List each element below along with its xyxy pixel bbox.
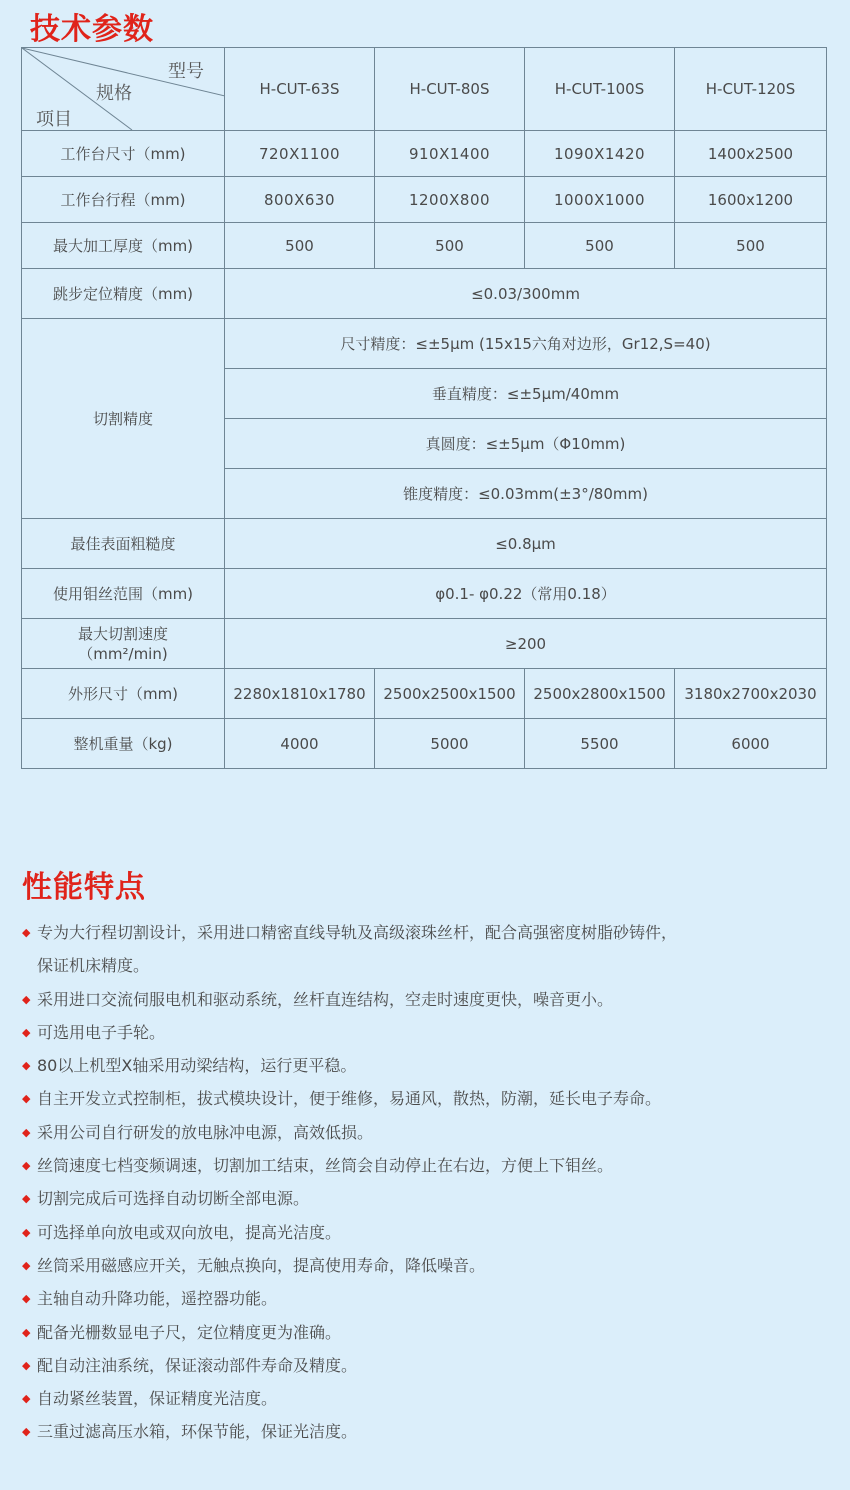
list-item bbox=[22, 1016, 677, 1049]
feature-text: 丝筒采用磁感应开关，无触点换向，提高使用寿命，降低噪音。 bbox=[37, 1255, 486, 1275]
table-cell: 1400x2500 bbox=[675, 131, 827, 177]
feature-text: 自动紧丝装置，保证精度光洁度。 bbox=[37, 1389, 278, 1409]
feature-text: 三重过滤高压水箱，环保节能，保证光洁度。 bbox=[37, 1422, 358, 1442]
row-label-line1: 最大切割速度 bbox=[77, 624, 168, 643]
model-header: H-CUT-120S bbox=[675, 48, 827, 131]
merged-cell: ≤0.03/300mm bbox=[225, 269, 827, 319]
row-label: 跳步定位精度（mm) bbox=[22, 269, 225, 319]
table-cell: 500 bbox=[225, 223, 375, 269]
list-item bbox=[22, 1082, 677, 1115]
merged-cell: ≥200 bbox=[225, 619, 827, 669]
list-item bbox=[22, 1382, 677, 1415]
table-row bbox=[22, 269, 827, 319]
list-item bbox=[22, 1316, 677, 1349]
diamond-bullet-icon: ◆ bbox=[22, 1059, 31, 1073]
table-cell: 1200X800 bbox=[375, 177, 525, 223]
table-cell: 500 bbox=[525, 223, 675, 269]
table-row bbox=[22, 177, 827, 223]
row-label: 最佳表面粗糙度 bbox=[22, 519, 225, 569]
row-label: 最大加工厚度（mm) bbox=[22, 223, 225, 269]
list-item bbox=[22, 1116, 677, 1149]
list-item bbox=[22, 1182, 677, 1215]
table-cell: 5000 bbox=[375, 719, 525, 769]
row-label: 使用钼丝范围（mm) bbox=[22, 569, 225, 619]
merged-cell: 真圆度：≤±5μm（Φ10mm) bbox=[225, 419, 827, 469]
feature-text: 配备光栅数显电子尺，定位精度更为准确。 bbox=[37, 1322, 342, 1342]
table-cell: 500 bbox=[675, 223, 827, 269]
table-cell: 910X1400 bbox=[375, 131, 525, 177]
feature-text: 切割完成后可选择自动切断全部电源。 bbox=[37, 1189, 310, 1209]
table-cell: 2280x1810x1780 bbox=[225, 669, 375, 719]
table-row bbox=[22, 131, 827, 177]
list-item bbox=[22, 916, 677, 949]
spec-table bbox=[21, 47, 827, 769]
table-row bbox=[22, 223, 827, 269]
features-title: 性能特点 bbox=[22, 870, 146, 905]
table-row bbox=[22, 719, 827, 769]
table-cell: 2500x2800x1500 bbox=[525, 669, 675, 719]
diamond-bullet-icon: ◆ bbox=[22, 1325, 31, 1339]
diamond-bullet-icon: ◆ bbox=[22, 1125, 31, 1139]
table-cell: 2500x2500x1500 bbox=[375, 669, 525, 719]
list-item bbox=[22, 1049, 677, 1082]
features-list bbox=[22, 916, 677, 1449]
table-cell: 3180x2700x2030 bbox=[675, 669, 827, 719]
model-header: H-CUT-63S bbox=[225, 48, 375, 131]
diamond-bullet-icon: ◆ bbox=[22, 1225, 31, 1239]
table-row bbox=[22, 319, 827, 369]
merged-cell: φ0.1- φ0.22（常用0.18） bbox=[225, 569, 827, 619]
feature-text: 可选择单向放电或双向放电，提高光洁度。 bbox=[37, 1222, 342, 1242]
diamond-bullet-icon: ◆ bbox=[22, 1092, 31, 1106]
feature-text: 可选用电子手轮。 bbox=[37, 1022, 166, 1042]
list-item bbox=[22, 1349, 677, 1382]
diamond-bullet-icon: ◆ bbox=[22, 1025, 31, 1039]
merged-cell: 垂直精度：≤±5μm/40mm bbox=[225, 369, 827, 419]
tech-params-title: 技术参数 bbox=[30, 12, 154, 47]
table-row bbox=[22, 669, 827, 719]
table-cell: 1090X1420 bbox=[525, 131, 675, 177]
diamond-bullet-icon: ◆ bbox=[22, 1425, 31, 1439]
table-cell: 4000 bbox=[225, 719, 375, 769]
feature-text: 自主开发立式控制柜，拔式模块设计，便于维修，易通风，散热，防潮，延长电子寿命。 bbox=[37, 1089, 662, 1109]
row-label bbox=[22, 619, 225, 669]
diamond-bullet-icon: ◆ bbox=[22, 1159, 31, 1173]
corner-item-label: 项目 bbox=[36, 109, 72, 130]
feature-text: 丝筒速度七档变频调速，切割加工结束，丝筒会自动停止在右边，方便上下钼丝。 bbox=[37, 1156, 614, 1176]
diamond-bullet-icon: ◆ bbox=[22, 1392, 31, 1406]
list-item bbox=[22, 1415, 677, 1448]
table-cell: 720X1100 bbox=[225, 131, 375, 177]
feature-text: 采用进口交流伺服电机和驱动系统，丝杆直连结构，空走时速度更快，噪音更小。 bbox=[37, 989, 614, 1009]
corner-header-cell bbox=[22, 48, 225, 131]
diamond-bullet-icon: ◆ bbox=[22, 992, 31, 1006]
diamond-bullet-icon: ◆ bbox=[22, 1192, 31, 1206]
merged-cell: 尺寸精度：≤±5μm (15x15六角对边形，Gr12,S=40) bbox=[225, 319, 827, 369]
table-cell: 500 bbox=[375, 223, 525, 269]
model-header: H-CUT-80S bbox=[375, 48, 525, 131]
list-item bbox=[22, 949, 677, 982]
diamond-bullet-icon: ◆ bbox=[22, 1292, 31, 1306]
table-row bbox=[22, 619, 827, 669]
table-row bbox=[22, 519, 827, 569]
table-cell: 6000 bbox=[675, 719, 827, 769]
row-label: 切割精度 bbox=[22, 319, 225, 519]
model-header: H-CUT-100S bbox=[525, 48, 675, 131]
row-label: 工作台行程（mm) bbox=[22, 177, 225, 223]
merged-cell: ≤0.8μm bbox=[225, 519, 827, 569]
list-item bbox=[22, 1249, 677, 1282]
feature-text: 配自动注油系统，保证滚动部件寿命及精度。 bbox=[37, 1355, 358, 1375]
diamond-bullet-icon: ◆ bbox=[22, 926, 31, 939]
list-item bbox=[22, 983, 677, 1016]
feature-text: 主轴自动升降功能，遥控器功能。 bbox=[37, 1289, 278, 1309]
row-label: 工作台尺寸（mm) bbox=[22, 131, 225, 177]
list-item bbox=[22, 1216, 677, 1249]
feature-text: 专为大行程切割设计，采用进口精密直线导轨及高级滚珠丝杆，配合高强密度树脂砂铸件， bbox=[37, 923, 678, 942]
table-cell: 5500 bbox=[525, 719, 675, 769]
row-label-line2: （mm²/min) bbox=[78, 644, 168, 663]
list-item bbox=[22, 1149, 677, 1182]
table-row bbox=[22, 569, 827, 619]
row-label: 外形尺寸（mm) bbox=[22, 669, 225, 719]
diamond-bullet-icon: ◆ bbox=[22, 1258, 31, 1272]
feature-text: 保证机床精度。 bbox=[37, 956, 150, 976]
feature-text: 采用公司自行研发的放电脉冲电源，高效低损。 bbox=[37, 1122, 374, 1142]
list-item bbox=[22, 1282, 677, 1315]
feature-text: 80以上机型X轴采用动梁结构，运行更平稳。 bbox=[37, 1056, 357, 1076]
table-header-row bbox=[22, 48, 827, 131]
corner-model-label: 型号 bbox=[168, 61, 204, 82]
table-cell: 800X630 bbox=[225, 177, 375, 223]
table-cell: 1000X1000 bbox=[525, 177, 675, 223]
table-cell: 1600x1200 bbox=[675, 177, 827, 223]
corner-spec-label: 规格 bbox=[96, 83, 132, 104]
diamond-bullet-icon: ◆ bbox=[22, 1358, 31, 1372]
merged-cell: 锥度精度：≤0.03mm(±3°/80mm) bbox=[225, 469, 827, 519]
row-label: 整机重量（kg) bbox=[22, 719, 225, 769]
